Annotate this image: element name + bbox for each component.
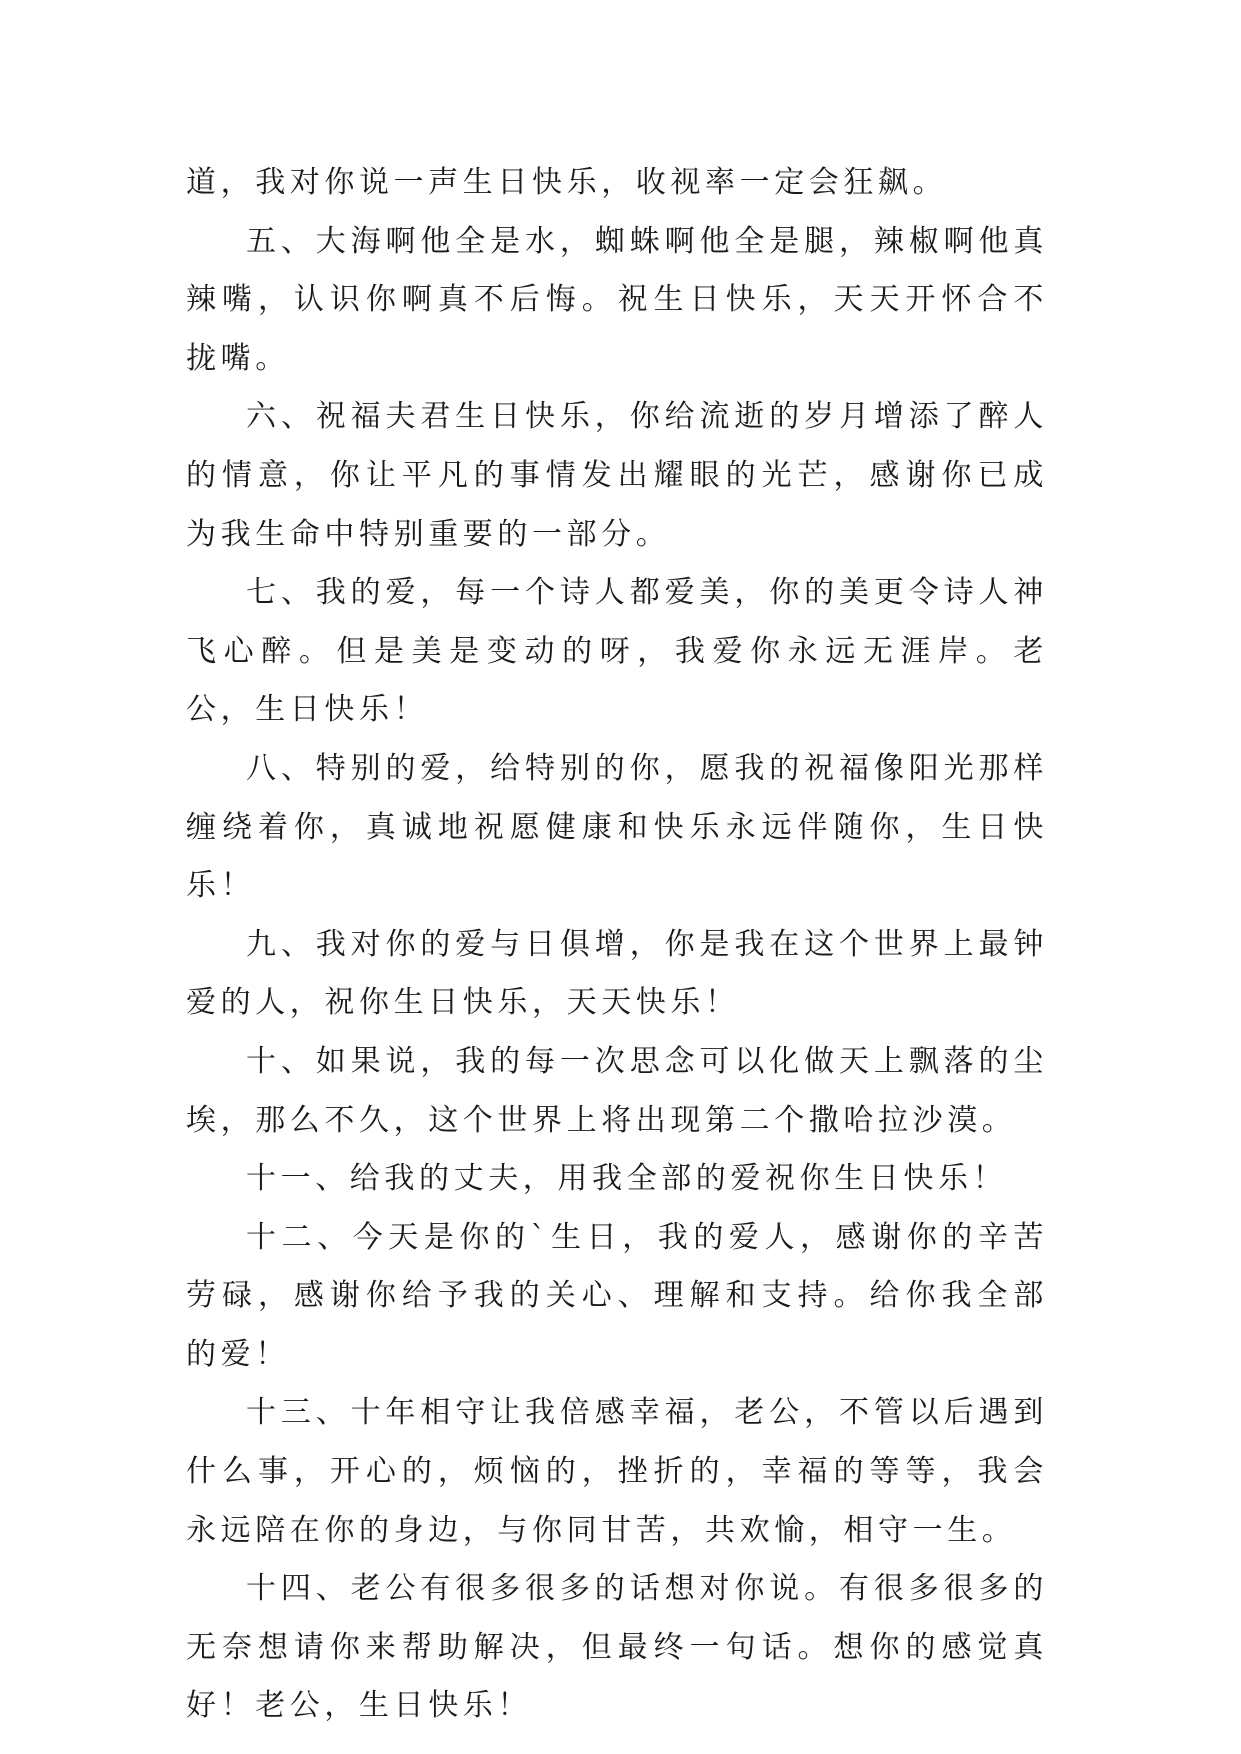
- paragraph-wish-13: 十三、十年相守让我倍感幸福，老公，不管以后遇到什么事，开心的，烦恼的，挫折的，幸福的等等，我会永远陪在你的身边，与你同甘苦，共欢愉，相守一生。: [186, 1395, 1048, 1548]
- paragraph-wish-9: 九、我对你的爱与日俱增，你是我在这个世界上最钟爱的人，祝你生日快乐，天天快乐！: [186, 926, 1048, 1021]
- paragraph-continuation: 道，我对你说一声生日快乐，收视率一定会狂飙。: [186, 165, 948, 200]
- paragraph-wish-7: 七、我的爱，每一个诗人都爱美，你的美更令诗人神飞心醉。但是美是变动的呀，我爱你永远无涯岸。老公，生日快乐！: [186, 575, 1048, 728]
- paragraph-wish-8: 八、特别的爱，给特别的你，愿我的祝福像阳光那样缠绕着你，真诚地祝愿健康和快乐永远伴随你，生日快乐！: [186, 750, 1048, 904]
- paragraph-wish-11: 十一、给我的丈夫，用我全部的爱祝你生日快乐！: [246, 1161, 1008, 1197]
- paragraph-wish-5: 五、大海啊他全是水，蜘蛛啊他全是腿，辣椒啊他真辣嘴，认识你啊真不后悔。祝生日快乐，天天开怀合不拢嘴。: [186, 223, 1048, 376]
- paragraph-wish-6: 六、祝福夫君生日快乐，你给流逝的岁月增添了醉人的情意，你让平凡的事情发出耀眼的光芒，感谢你已成为我生命中特别重要的一部分。: [186, 399, 1048, 552]
- paragraph-wish-12: 十二、今天是你的`生日，我的爱人，感谢你的辛苦劳碌，感谢你给予我的关心、理解和支持。给你我全部的爱！: [186, 1219, 1048, 1372]
- document-body: [186, 154, 1048, 1736]
- paragraph-wish-10: 十、如果说，我的每一次思念可以化做天上飘落的尘埃，那么不久，这个世界上将出现第二个撒哈拉沙漠。: [186, 1043, 1048, 1138]
- paragraph-wish-14: 十四、老公有很多很多的话想对你说。有很多很多的无奈想请你来帮助解决，但最终一句话。想你的感觉真好！老公，生日快乐！: [186, 1571, 1048, 1724]
